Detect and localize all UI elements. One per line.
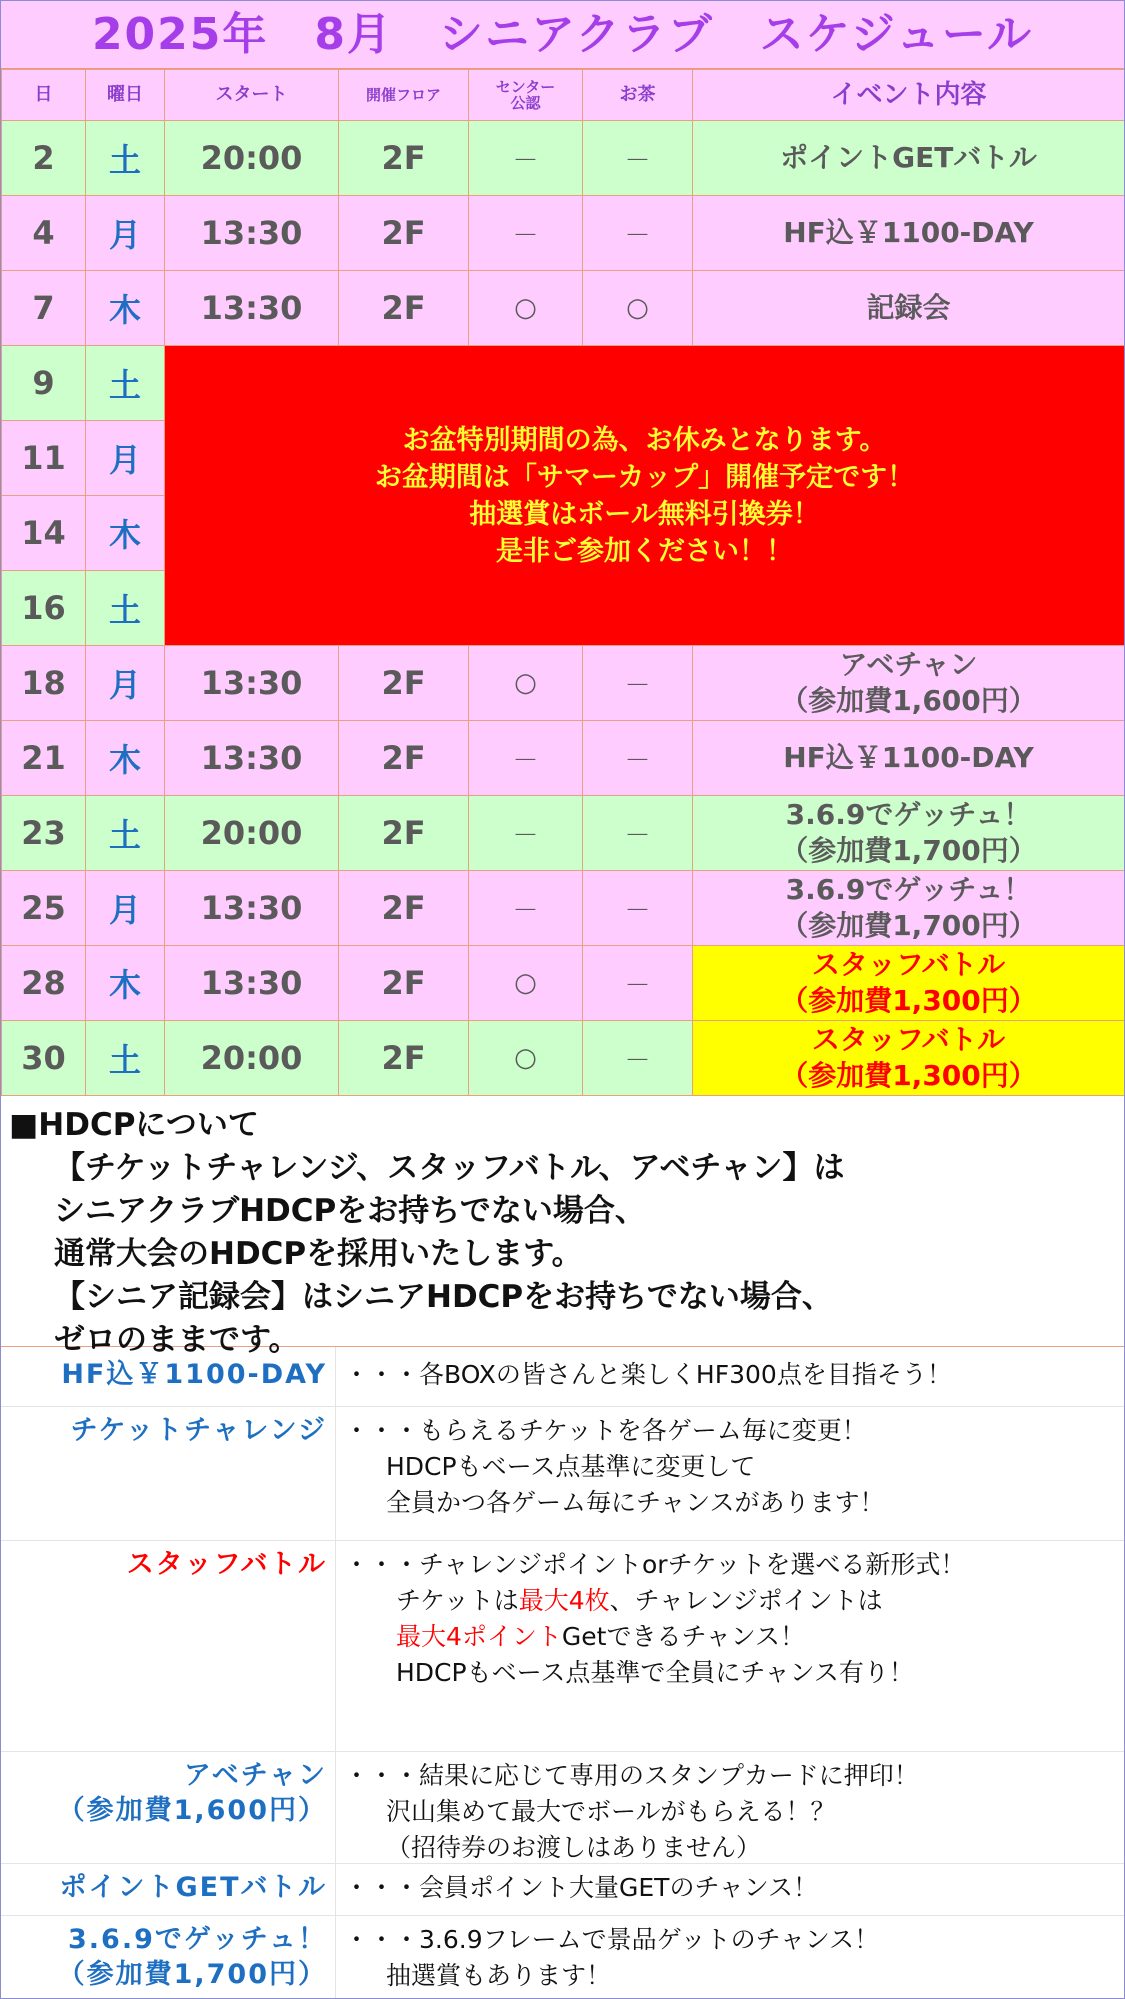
- hdcp-line: 【チケットチャレンジ、スタッフバトル、アベチャン】は: [54, 1150, 845, 1186]
- table-header: [2, 70, 1125, 121]
- legend-term: 3.6.9でゲッチュ！ （参加費1,700円）: [1, 1916, 336, 1999]
- cell-weekday: 土: [86, 121, 165, 196]
- cell-day: 9: [2, 346, 86, 421]
- legend-desc: ・・・結果に応じて専用のスタンプカードに押印！ 沢山集めて最大でボールがもらえる！？ （招待券のお渡しはありません）: [344, 1761, 919, 1862]
- table-row: [2, 871, 1125, 946]
- cell-day: 28: [2, 946, 86, 1021]
- cell-center: ○: [469, 946, 583, 1021]
- cell-start: 20:00: [165, 796, 339, 871]
- schedule-table: [1, 69, 1125, 1096]
- cell-tea: －: [583, 946, 693, 1021]
- table-row: [2, 121, 1125, 196]
- legend-item-hf: [1, 1347, 1124, 1407]
- cell-start: 20:00: [165, 121, 339, 196]
- cell-start: 13:30: [165, 196, 339, 271]
- cell-center: ○: [469, 1021, 583, 1096]
- cell-tea: －: [583, 871, 693, 946]
- cell-day: 7: [2, 271, 86, 346]
- legend-item-getchu: [1, 1916, 1124, 1999]
- cell-weekday: 土: [86, 1021, 165, 1096]
- legend-term: ポイントGETバトル: [1, 1864, 336, 1915]
- legend-desc: ・・・各BOXの皆さんと楽しくHF300点を目指そう！: [344, 1360, 952, 1389]
- cell-start: 13:30: [165, 271, 339, 346]
- cell-tea: －: [583, 1021, 693, 1096]
- cell-weekday: 木: [86, 721, 165, 796]
- table-row: [2, 646, 1125, 721]
- legend-desc: ・・・もらえるチケットを各ゲーム毎に変更！ HDCPもベース点基準に変更して 全員かつ各ゲーム毎にチャンスがあります！: [344, 1416, 885, 1517]
- cell-weekday: 月: [86, 196, 165, 271]
- cell-event: ポイントGETバトル: [693, 121, 1125, 196]
- cell-weekday: 木: [86, 946, 165, 1021]
- header-center: センター 公認: [469, 70, 583, 121]
- cell-day: 2: [2, 121, 86, 196]
- cell-day: 4: [2, 196, 86, 271]
- legend-item-ticket: [1, 1407, 1124, 1541]
- page-title: 2025年 8月 シニアクラブ スケジュール: [1, 1, 1124, 69]
- header-event: イベント内容: [693, 70, 1125, 121]
- legend-term: チケットチャレンジ: [1, 1407, 336, 1540]
- cell-event: HF込￥1100-DAY: [693, 196, 1125, 271]
- cell-event: スタッフバトル （参加費1,300円）: [693, 1021, 1125, 1096]
- cell-event: 3.6.9でゲッチュ！ （参加費1,700円）: [693, 796, 1125, 871]
- cell-event: スタッフバトル （参加費1,300円）: [693, 946, 1125, 1021]
- table-row: [2, 346, 1125, 421]
- legend-item-abe: [1, 1752, 1124, 1864]
- cell-event: アベチャン （参加費1,600円）: [693, 646, 1125, 721]
- table-row: [2, 721, 1125, 796]
- hdcp-title: ■HDCPについて: [9, 1107, 259, 1143]
- cell-tea: －: [583, 721, 693, 796]
- legend-desc: ・・・3.6.9フレームで景品ゲットのチャンス！ 抽選賞もあります！: [344, 1925, 880, 1990]
- event-legend: [1, 1347, 1124, 1999]
- cell-floor: 2F: [339, 646, 469, 721]
- cell-floor: 2F: [339, 871, 469, 946]
- hdcp-line: ゼロのままです。: [54, 1322, 300, 1358]
- cell-tea: －: [583, 796, 693, 871]
- cell-tea: －: [583, 196, 693, 271]
- cell-floor: 2F: [339, 796, 469, 871]
- cell-start: 13:30: [165, 871, 339, 946]
- closure-notice: お盆特別期間の為、お休みとなります。 お盆期間は「サマーカップ」開催予定です！ 抽選賞はボール無料引換券！ 是非ご参加ください！！: [165, 346, 1125, 646]
- legend-desc: ・・・会員ポイント大量GETのチャンス！: [344, 1873, 818, 1902]
- header-tea: お茶: [583, 70, 693, 121]
- cell-tea: ○: [583, 271, 693, 346]
- cell-floor: 2F: [339, 271, 469, 346]
- header-start: スタート: [165, 70, 339, 121]
- hdcp-line: 【シニア記録会】はシニアHDCPをお持ちでない場合、: [54, 1279, 833, 1315]
- cell-weekday: 土: [86, 796, 165, 871]
- cell-floor: 2F: [339, 721, 469, 796]
- hdcp-line: 通常大会のHDCPを採用いたします。: [54, 1236, 583, 1272]
- cell-start: 13:30: [165, 646, 339, 721]
- cell-event: 記録会: [693, 271, 1125, 346]
- cell-day: 25: [2, 871, 86, 946]
- cell-center: －: [469, 871, 583, 946]
- cell-center: －: [469, 196, 583, 271]
- cell-day: 11: [2, 421, 86, 496]
- cell-day: 14: [2, 496, 86, 571]
- cell-event: 3.6.9でゲッチュ！ （参加費1,700円）: [693, 871, 1125, 946]
- cell-center: －: [469, 121, 583, 196]
- table-row: [2, 196, 1125, 271]
- table-row: [2, 1021, 1125, 1096]
- cell-start: 20:00: [165, 1021, 339, 1096]
- cell-day: 16: [2, 571, 86, 646]
- cell-center: ○: [469, 271, 583, 346]
- cell-day: 18: [2, 646, 86, 721]
- cell-start: 13:30: [165, 946, 339, 1021]
- table-row: [2, 271, 1125, 346]
- cell-center: －: [469, 721, 583, 796]
- table-row: [2, 946, 1125, 1021]
- hdcp-line: シニアクラブHDCPをお持ちでない場合、: [54, 1193, 646, 1229]
- legend-desc: ・・・チャレンジポイントorチケットを選べる新形式！ チケットは最大4枚、チャレンジポイントは 最大4ポイントGetできるチャンス！ HDCPもベース点基準で全員にチャンス有り！: [344, 1550, 966, 1687]
- legend-item-point: [1, 1864, 1124, 1916]
- cell-floor: 2F: [339, 1021, 469, 1096]
- cell-tea: －: [583, 121, 693, 196]
- legend-term: アベチャン （参加費1,600円）: [1, 1752, 336, 1863]
- cell-weekday: 月: [86, 421, 165, 496]
- cell-center: ○: [469, 646, 583, 721]
- legend-term: HF込￥1100-DAY: [1, 1347, 336, 1406]
- cell-weekday: 木: [86, 496, 165, 571]
- cell-weekday: 土: [86, 346, 165, 421]
- header-day: 日: [2, 70, 86, 121]
- cell-floor: 2F: [339, 946, 469, 1021]
- cell-center: －: [469, 796, 583, 871]
- table-row: [2, 796, 1125, 871]
- cell-day: 23: [2, 796, 86, 871]
- hdcp-notice: [1, 1096, 1124, 1358]
- cell-day: 30: [2, 1021, 86, 1096]
- legend-term: スタッフバトル: [1, 1541, 336, 1751]
- cell-event: HF込￥1100-DAY: [693, 721, 1125, 796]
- cell-tea: －: [583, 646, 693, 721]
- cell-day: 21: [2, 721, 86, 796]
- legend-item-staff: [1, 1541, 1124, 1752]
- cell-weekday: 土: [86, 571, 165, 646]
- cell-weekday: 月: [86, 871, 165, 946]
- cell-floor: 2F: [339, 196, 469, 271]
- cell-weekday: 木: [86, 271, 165, 346]
- cell-floor: 2F: [339, 121, 469, 196]
- cell-start: 13:30: [165, 721, 339, 796]
- header-floor: 開催フロア: [339, 70, 469, 121]
- header-weekday: 曜日: [86, 70, 165, 121]
- cell-weekday: 月: [86, 646, 165, 721]
